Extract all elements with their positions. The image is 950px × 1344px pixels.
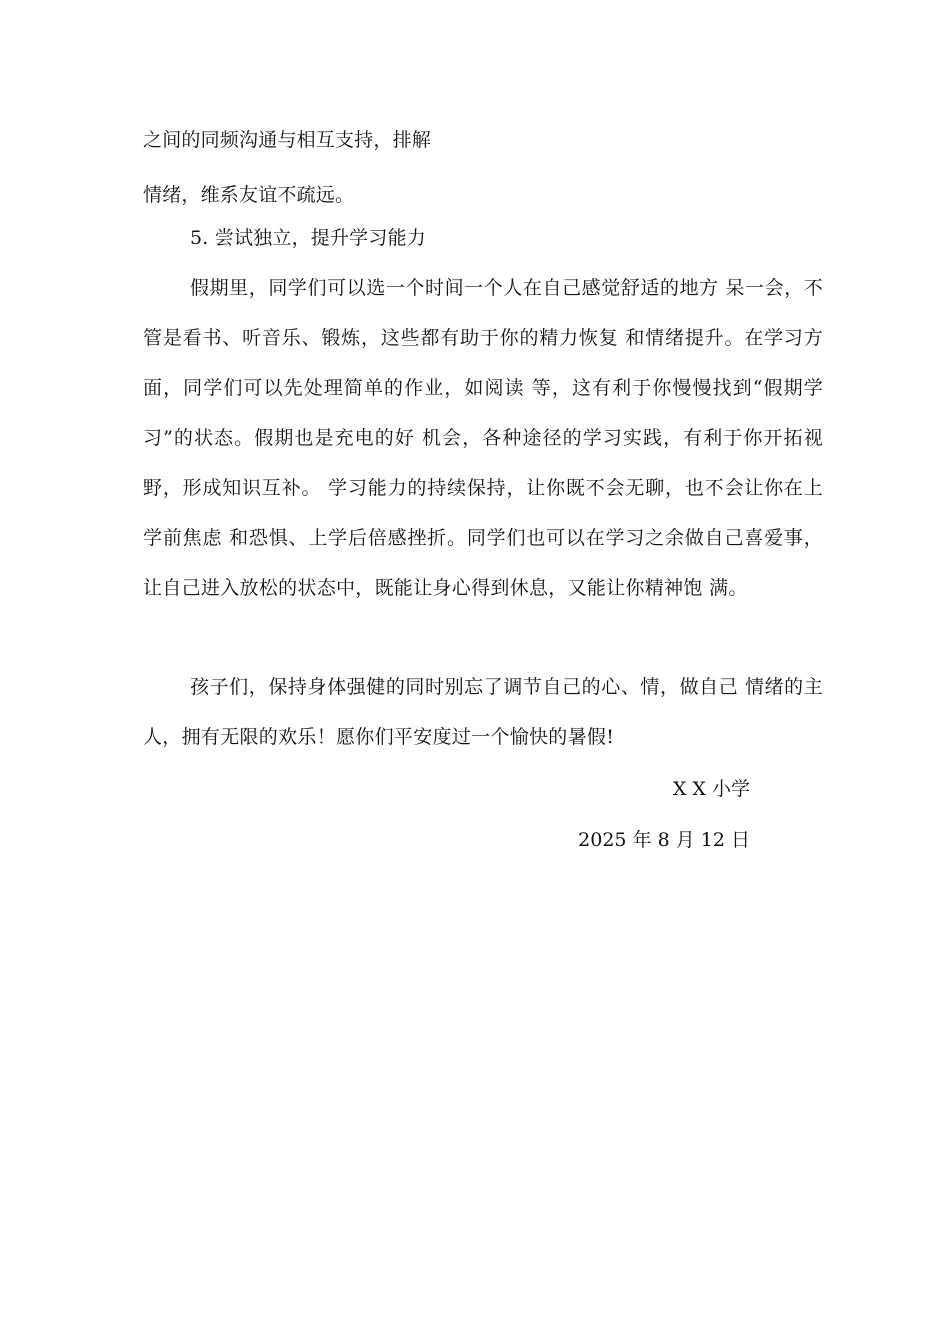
body-paragraph-2: 孩子们，保持身体强健的同时别忘了调节自己的心、情，做自己 情绪的主人，拥有无限的欢乐！愿你们平安度过一个愉快的暑假! xyxy=(143,676,823,748)
signature-school: X X 小学 xyxy=(672,778,750,800)
body-paragraph-1: 假期里，同学们可以选一个时间一个人在自己感觉舒适的地方 呆一会，不管是看书、听音乐、锻炼，这些都有助于你的精力恢复 和情绪提升。在学习方面，同学们可以先处理简单的作业，如阅读 等，这有利于你慢慢找到“假期学习”的状态。假期也是充电的好 机会，各种途径的学习实践，有利于你开拓视野，形成知识互补。 学习能力的持续保持，让你既不会无聊，也不会让你在上学前焦虑 和恐惧、上学后倍感挫折。同学们也可以在学习之余做自己喜爱事， 让自己进入放松的状态中，既能让身心得到休息，又能让你精神饱 满。 xyxy=(143,277,823,599)
section-heading: 5. 尝试独立，提升学习能力 xyxy=(190,227,426,249)
signature-date: 2025 年 8 月 12 日 xyxy=(578,829,750,851)
continuation-line-1: 之间的同频沟通与相互支持，排解 xyxy=(143,129,432,151)
continuation-line-2: 情绪，维系友谊不疏远。 xyxy=(143,184,355,206)
